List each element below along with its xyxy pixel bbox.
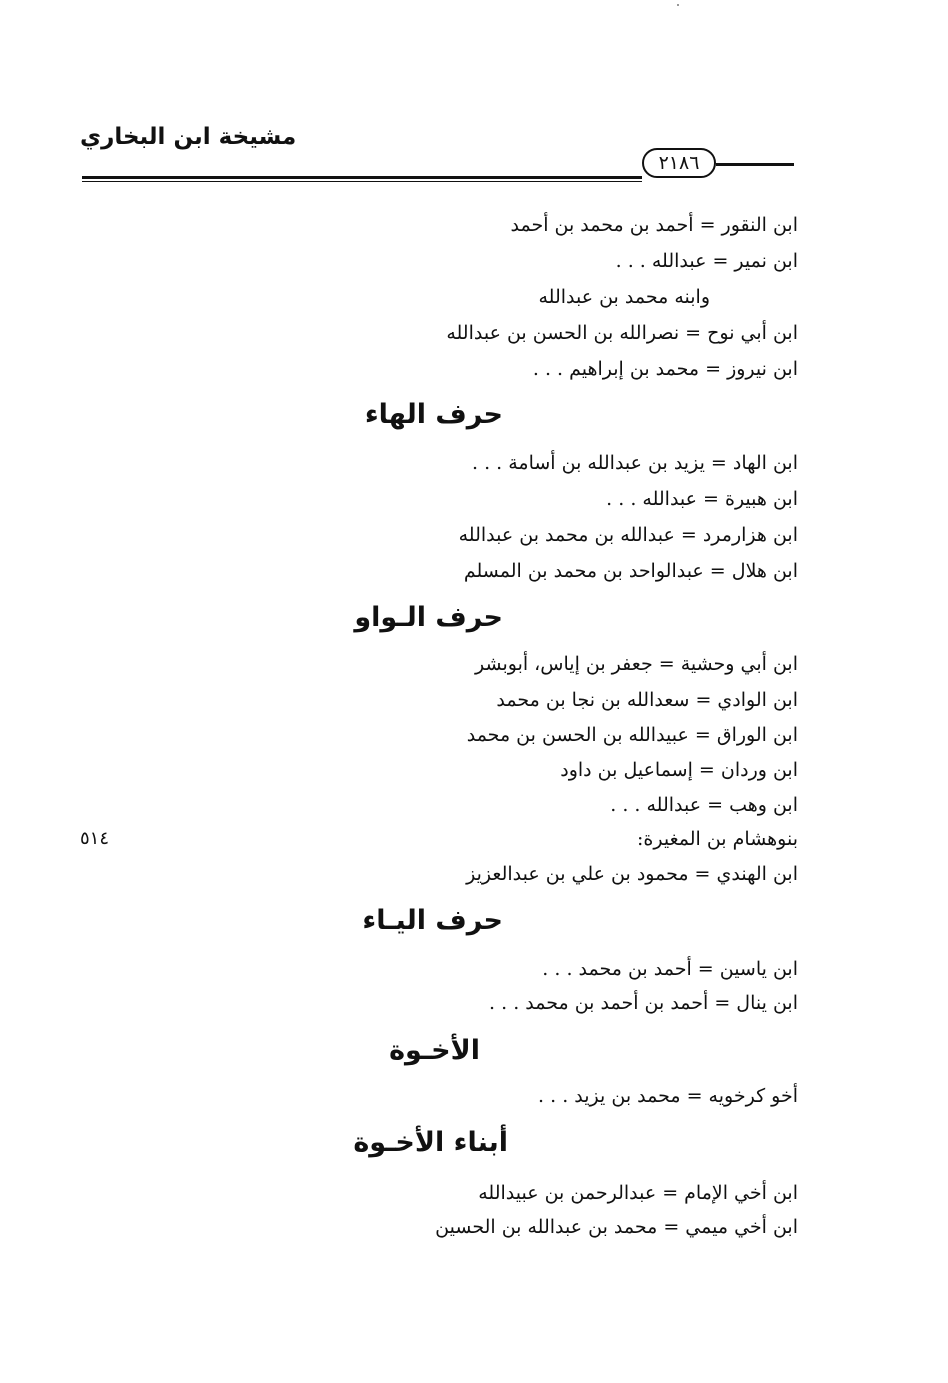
header-rule-right	[716, 163, 794, 166]
page-number: ٢١٨٦	[642, 148, 716, 178]
entry-line: بنوهشام بن المغيرة:	[637, 828, 798, 850]
entry-line: ابن الهندي = محمود بن علي بن عبدالعزيز	[466, 863, 798, 885]
entry-line: ابن أبي نوح = نصرالله بن الحسن بن عبدالله	[446, 322, 798, 344]
margin-number: ٥١٤	[80, 828, 110, 849]
header-rule	[82, 176, 642, 179]
entry-line: ابن أخي ميمي = محمد بن عبدالله بن الحسين	[435, 1216, 798, 1238]
entry-line: ابن هلال = عبدالواحد بن محمد بن المسلم	[463, 560, 798, 582]
entry-line: ابن ينال = أحمد بن أحمد بن محمد . . .	[489, 992, 798, 1014]
entry-line: ابن هبيرة = عبدالله . . .	[606, 488, 798, 510]
entry-line: ابن الهاد = يزيد بن عبدالله بن أسامة . . .	[471, 452, 798, 474]
section-heading: حرف الـواو	[354, 602, 503, 633]
entry-line: ابن نمير = عبدالله . . .	[615, 250, 798, 272]
section-heading: حرف الهاء	[364, 399, 503, 430]
entry-line: ابن أبي وحشية = جعفر بن إياس، أبوبشر	[475, 653, 798, 675]
entry-line: ابن هزارمرد = عبدالله بن محمد بن عبدالله	[458, 524, 798, 546]
entry-line: أخو كرخويه = محمد بن يزيد . . .	[538, 1085, 798, 1107]
entry-line: وابنه محمد بن عبدالله	[538, 286, 710, 308]
entry-line: ابن ياسين = أحمد بن محمد . . .	[542, 958, 798, 980]
entry-line: ابن الوراق = عبيدالله بن الحسن بن محمد	[466, 724, 798, 746]
entry-line: ابن النقور = أحمد بن محمد بن أحمد	[510, 214, 798, 236]
entry-line: ابن نيروز = محمد بن إبراهيم . . .	[532, 358, 798, 380]
section-heading: حرف اليـاء	[362, 905, 503, 936]
running-header-title: مشيخة ابن البخاري	[80, 124, 297, 150]
entry-line: ابن وردان = إسماعيل بن داود	[560, 759, 798, 781]
section-heading: أبناء الأخـوة	[353, 1127, 508, 1158]
entry-line: ابن أخي الإمام = عبدالرحمن بن عبيدالله	[478, 1182, 798, 1204]
header-rule-thin	[82, 181, 642, 182]
entry-line: ابن الوادي = سعدالله بن نجا بن محمد	[496, 689, 798, 711]
section-heading: الأخـوة	[389, 1035, 480, 1066]
entry-line: ابن وهب = عبدالله . . .	[610, 794, 798, 816]
scan-speck	[677, 4, 679, 6]
